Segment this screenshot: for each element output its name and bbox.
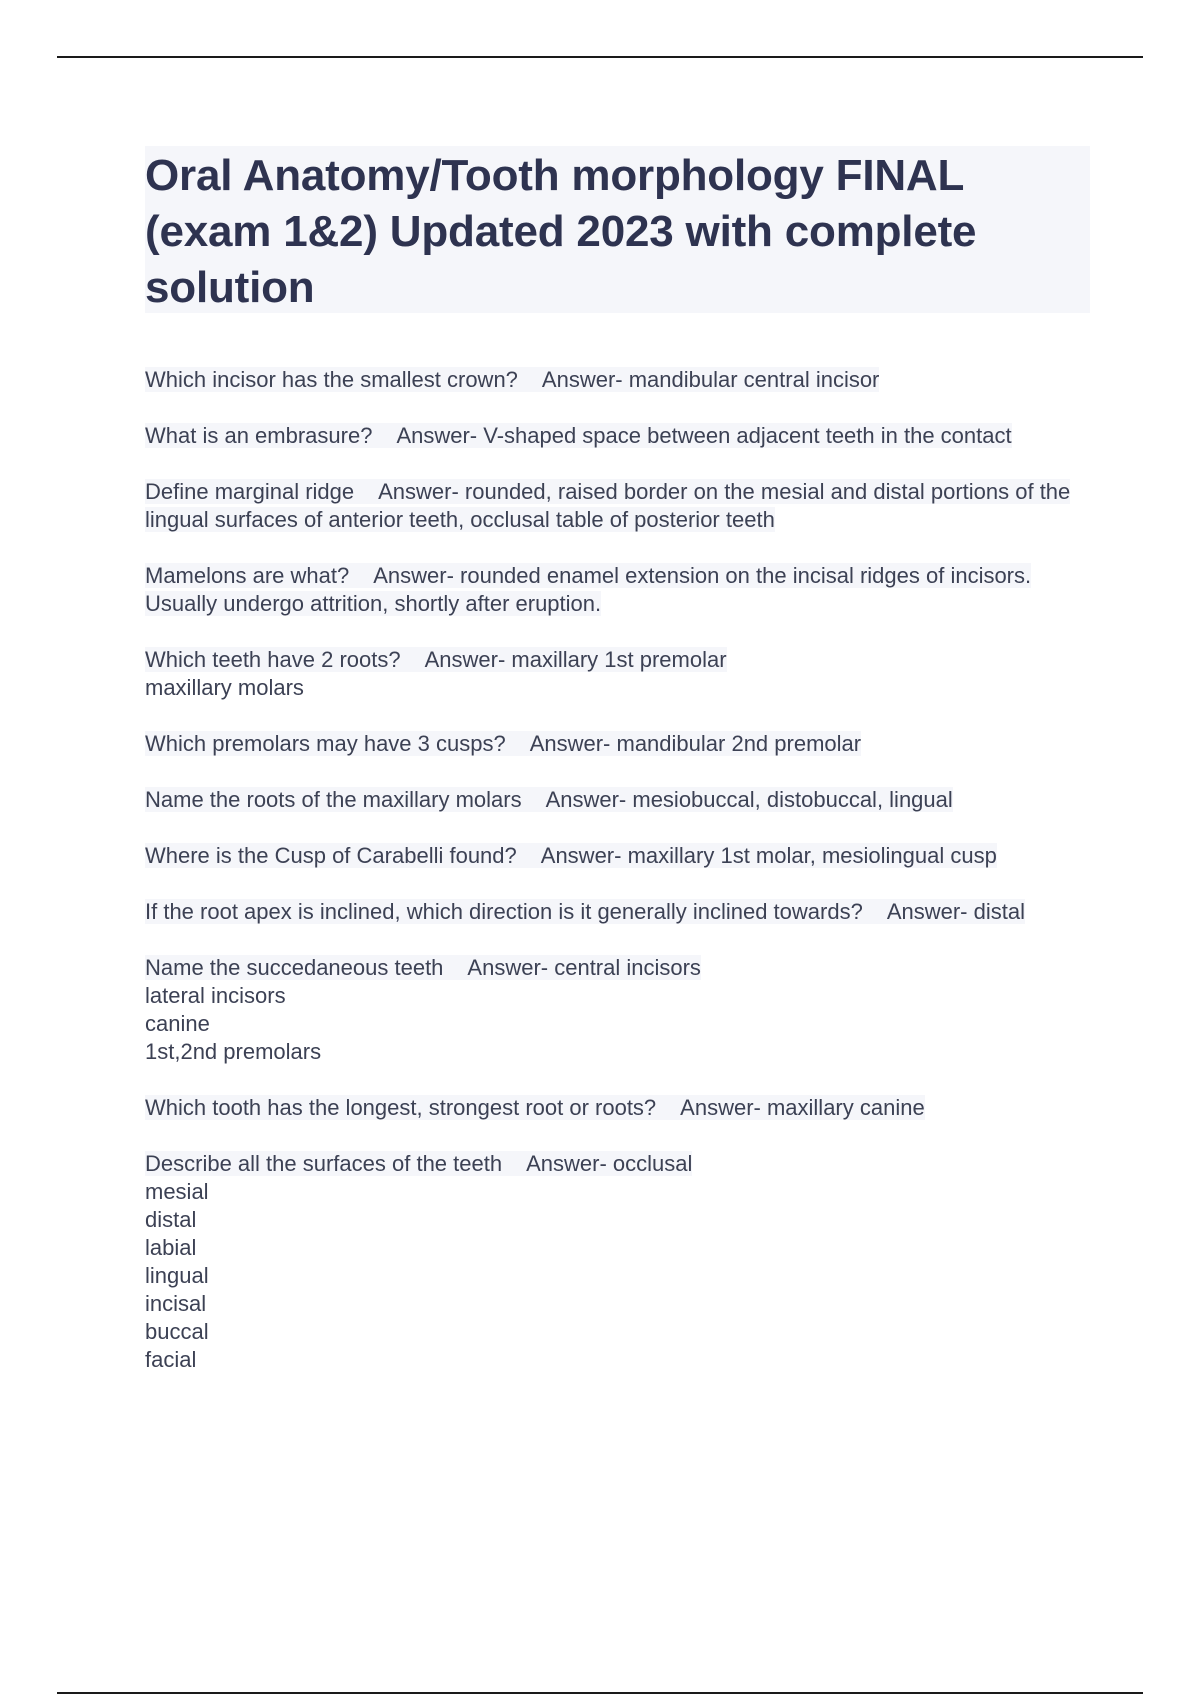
answer-text: Answer- mesiobuccal, distobuccal, lingual <box>545 787 953 812</box>
answer-continuation-line: labial <box>145 1235 197 1260</box>
qa-item <box>145 1150 1105 1374</box>
question-text: Name the succedaneous teeth <box>145 955 444 980</box>
answer-continuation-line: buccal <box>145 1319 209 1344</box>
qa-item <box>145 730 1105 758</box>
qa-first-line <box>145 731 861 756</box>
answer-continuation-line: lingual <box>145 1263 209 1288</box>
answer-continuation-line: canine <box>145 1011 210 1036</box>
qa-item <box>145 842 1105 870</box>
qa-item <box>145 366 1105 394</box>
qa-first-line <box>145 1095 925 1120</box>
answer-continuation-line: distal <box>145 1207 197 1232</box>
question-text: Mamelons are what? <box>145 563 350 588</box>
bottom-rule <box>57 1692 1143 1694</box>
answer-text: Answer- maxillary 1st premolar <box>424 647 727 672</box>
answer-text: Answer- rounded enamel extension on the incisal ridges of incisors. Usually undergo attrition, shortly after eruption. <box>145 563 1032 616</box>
answer-text: Answer- maxillary 1st molar, mesiolingual cusp <box>540 843 997 868</box>
question-text: What is an embrasure? <box>145 423 373 448</box>
question-text: Describe all the surfaces of the teeth <box>145 1151 503 1176</box>
answer-text: Answer- mandibular central incisor <box>541 367 880 392</box>
question-text: Which incisor has the smallest crown? <box>145 367 518 392</box>
answer-continuation-line: mesial <box>145 1179 209 1204</box>
qa-first-line <box>145 367 879 392</box>
qa-item <box>145 562 1105 618</box>
qa-first-line <box>145 423 1012 448</box>
qa-first-line <box>145 1151 692 1176</box>
question-text: Where is the Cusp of Carabelli found? <box>145 843 517 868</box>
answer-continuation-line: incisal <box>145 1291 207 1316</box>
question-text: Define marginal ridge <box>145 479 355 504</box>
qa-first-line <box>145 955 701 980</box>
qa-first-line <box>145 479 1070 532</box>
answer-text: Answer- occlusal <box>526 1151 693 1176</box>
answer-text: Answer- mandibular 2nd premolar <box>529 731 862 756</box>
qa-item <box>145 646 1105 702</box>
answer-continuation-line: maxillary molars <box>145 675 304 700</box>
qa-first-line <box>145 899 1025 924</box>
question-text: Which tooth has the longest, strongest root or roots? <box>145 1095 657 1120</box>
question-text: Which premolars may have 3 cusps? <box>145 731 506 756</box>
qa-first-line <box>145 787 953 812</box>
answer-continuation-line: lateral incisors <box>145 983 286 1008</box>
question-text: Name the roots of the maxillary molars <box>145 787 522 812</box>
answer-continuation-line: facial <box>145 1347 197 1372</box>
qa-first-line <box>145 843 997 868</box>
document-title: Oral Anatomy/Tooth morphology FINAL (exam 1&2) Updated 2023 with complete solution <box>145 151 977 312</box>
answer-text: Answer- rounded, raised border on the mesial and distal portions of the lingual surfaces of anterior teeth, occlusal table of posterior teeth <box>145 479 1071 532</box>
qa-list <box>145 366 1105 1402</box>
qa-item <box>145 786 1105 814</box>
qa-item <box>145 954 1105 1066</box>
answer-text: Answer- central incisors <box>467 955 701 980</box>
answer-text: Answer- maxillary canine <box>680 1095 925 1120</box>
qa-item <box>145 1094 1105 1122</box>
question-text: Which teeth have 2 roots? <box>145 647 401 672</box>
answer-continuation-line: 1st,2nd premolars <box>145 1039 322 1064</box>
question-text: If the root apex is inclined, which direction is it generally inclined towards? <box>145 899 863 924</box>
answer-text: Answer- distal <box>886 899 1025 924</box>
qa-item <box>145 478 1105 534</box>
answer-text: Answer- V-shaped space between adjacent teeth in the contact <box>396 423 1012 448</box>
qa-item <box>145 898 1105 926</box>
top-rule <box>57 56 1143 58</box>
qa-first-line <box>145 647 727 672</box>
qa-item <box>145 422 1105 450</box>
qa-first-line <box>145 563 1031 616</box>
